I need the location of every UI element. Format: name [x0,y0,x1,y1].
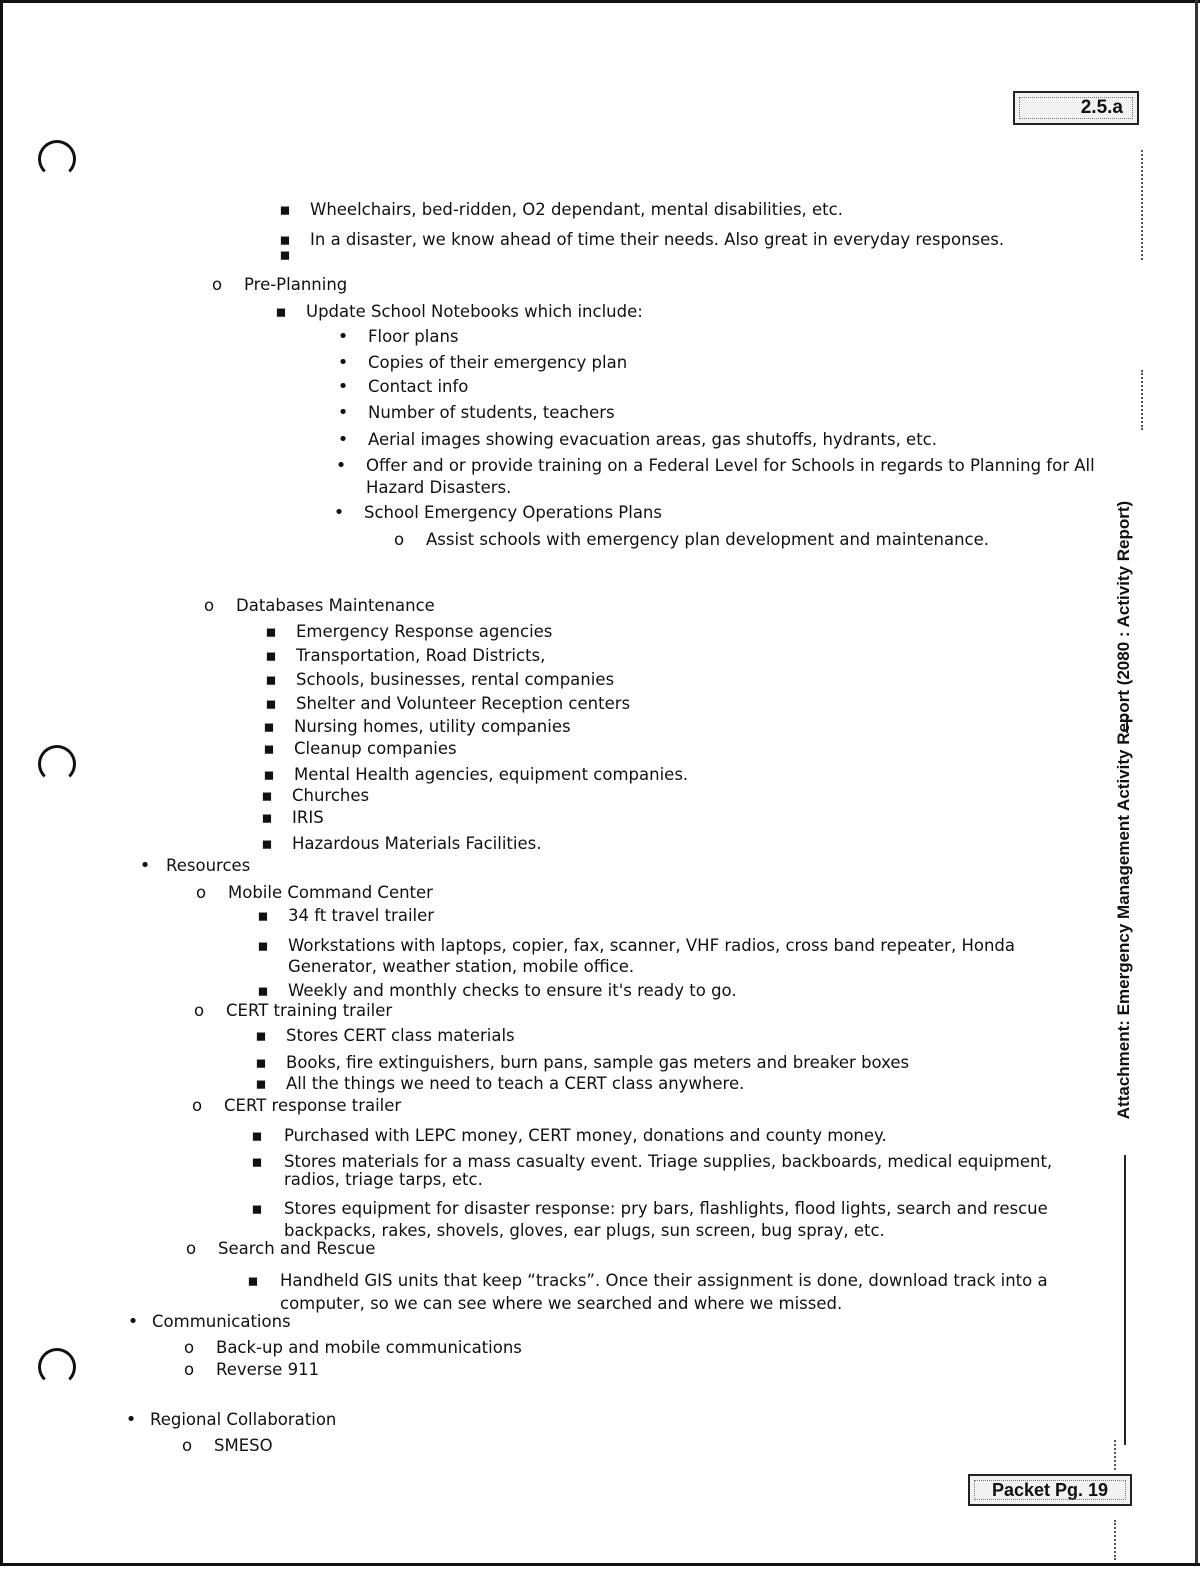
packet-page-label: Packet Pg. 19 [968,1474,1132,1506]
punch-hole-icon [38,1348,76,1386]
margin-dots [1141,150,1143,260]
list-item: ▪ Stores materials for a mass casualty event. Triage supplies, backboards, medical equipment, [250,1152,1052,1172]
agenda-item-badge: 2.5.a [1013,91,1139,125]
list-item: o CERT response trailer [190,1096,401,1116]
list-item-continuation: radios, triage tarps, etc. [284,1170,483,1189]
list-item: ▪ Transportation, Road Districts, [264,646,545,666]
list-item: ▪ Nursing homes, utility companies [262,717,571,737]
list-item: • Number of students, teachers [336,403,615,423]
list-item: • School Emergency Operations Plans [332,503,662,523]
list-item: o Pre-Planning [210,275,347,295]
list-item: • Resources [138,856,250,876]
list-item: o Search and Rescue [184,1239,375,1259]
list-item: o SMESO [180,1436,273,1456]
list-item: ▪ All the things we need to teach a CERT class anywhere. [254,1074,744,1094]
list-item: • Aerial images showing evacuation areas, gas shutoffs, hydrants, etc. [336,430,937,450]
margin-dots [1114,1520,1116,1560]
list-item: ▪ Stores CERT class materials [254,1026,515,1046]
margin-dots [1114,1440,1116,1470]
list-item: • Regional Collaboration [124,1410,336,1430]
list-item: ▪ Wheelchairs, bed-ridden, O2 dependant, mental disabilities, etc. [278,200,843,220]
list-item: ▪ Update School Notebooks which include: [274,302,643,322]
list-item: o Reverse 911 [182,1360,319,1380]
punch-hole-icon [38,745,76,783]
list-item: • Offer and or provide training on a Federal Level for Schools in regards to Planning for All [334,456,1095,476]
list-item-continuation: Hazard Disasters. [366,478,512,497]
list-item: ▪ Purchased with LEPC money, CERT money, donations and county money. [250,1126,887,1146]
punch-hole-icon [38,140,76,178]
list-item: ▪ Emergency Response agencies [264,622,552,642]
list-item: ▪ Stores equipment for disaster response: pry bars, flashlights, flood lights, search and rescue [250,1199,1048,1219]
page-border-top [0,0,1200,3]
list-item: • Copies of their emergency plan [336,353,627,373]
list-item: ▪ Hazardous Materials Facilities. [260,834,541,854]
margin-rule [1124,1155,1126,1445]
list-item: o Back-up and mobile communications [182,1338,522,1358]
page-border-bottom [0,1563,1200,1566]
list-item-continuation: Generator, weather station, mobile office. [288,957,635,976]
list-item: • Contact info [336,377,468,397]
list-item: ▪ Workstations with laptops, copier, fax, scanner, VHF radios, cross band repeater, Honda [256,936,1015,956]
list-item: ▪ Churches [260,786,369,806]
list-item: o Assist schools with emergency plan development and maintenance. [392,530,989,550]
list-item: ▪ Handheld GIS units that keep “tracks”. Once their assignment is done, download track into a [246,1271,1048,1291]
list-item: ▪ Mental Health agencies, equipment companies. [262,765,688,785]
list-item: ▪ In a disaster, we know ahead of time their needs. Also great in everyday responses. [278,230,1004,250]
list-item: ▪ Cleanup companies [262,739,457,759]
list-item: • Communications [126,1312,291,1332]
list-item: o CERT training trailer [192,1001,392,1021]
margin-dots [1141,370,1143,430]
list-item: o Mobile Command Center [194,883,433,903]
page-border-right [1195,0,1198,1566]
list-item: ▪ Schools, businesses, rental companies [264,670,614,690]
list-item: ▪ Books, fire extinguishers, burn pans, sample gas meters and breaker boxes [254,1053,909,1073]
list-item-continuation: backpacks, rakes, shovels, gloves, ear plugs, sun screen, bug spray, etc. [284,1221,885,1240]
attachment-caption: Attachment: Emergency Management Activity Report (2080 : Activity Report) [1114,500,1133,1120]
list-item: ▪ IRIS [260,808,324,828]
list-item: ▪ Weekly and monthly checks to ensure it's ready to go. [256,981,737,1001]
list-item: ▪ Shelter and Volunteer Reception centers [264,694,630,714]
list-item: ▪ 34 ft travel trailer [256,906,434,926]
list-item: • Floor plans [336,327,459,347]
page-border-left [0,0,3,1566]
list-item: o Databases Maintenance [202,596,435,616]
list-item-continuation: computer, so we can see where we searched and where we missed. [280,1294,843,1313]
